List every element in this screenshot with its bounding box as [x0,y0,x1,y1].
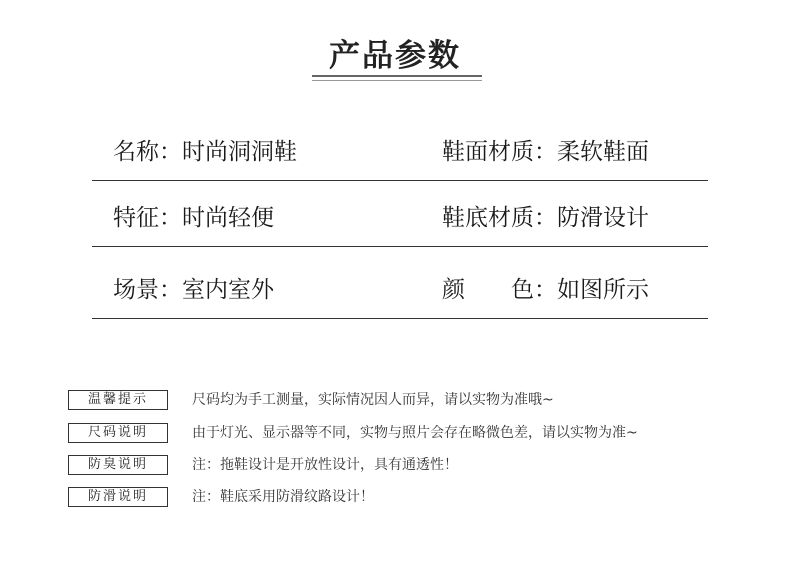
page-title: 产品参数 [329,38,461,74]
note-tag: 尺码说明 [68,423,168,443]
note-text: 尺码均为手工测量，实际情况因人而异，请以实物为准哦~ [192,392,554,408]
note-tag: 防滑说明 [68,487,168,507]
note-text: 注：鞋底采用防滑纹路设计！ [192,489,374,505]
note-text: 由于灯光、显示器等不同，实物与照片会存在略微色差，请以实物为准~ [192,425,638,441]
title-underline-thin [312,80,482,81]
spec-upper-material: 鞋面材质：柔软鞋面 [442,139,649,165]
note-tag: 温馨提示 [68,390,168,410]
title-underline [312,75,482,77]
spec-row [92,258,708,319]
spec-feature: 特征：时尚轻便 [113,205,274,231]
spec-row [92,186,708,247]
spec-name: 名称：时尚洞洞鞋 [113,139,297,165]
spec-sole-material: 鞋底材质：防滑设计 [442,205,649,231]
spec-color: 颜 色：如图所示 [442,277,649,303]
note-tag: 防臭说明 [68,455,168,475]
spec-scene: 场景：室内室外 [113,277,274,303]
spec-row [92,120,708,181]
note-text: 注：拖鞋设计是开放性设计，具有通透性！ [192,457,458,473]
